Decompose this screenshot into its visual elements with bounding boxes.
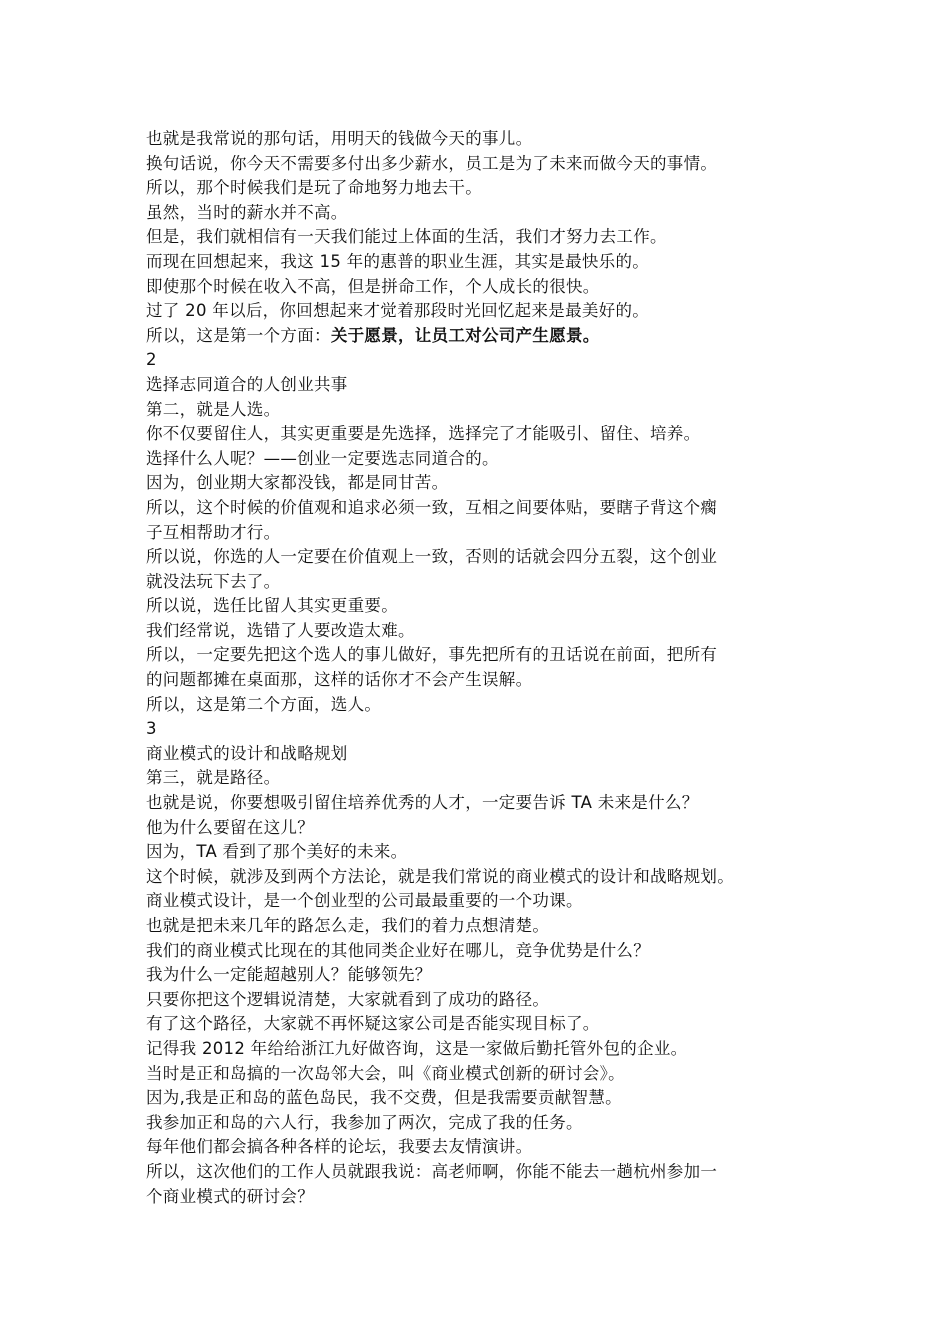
text-line-emphasis: 关于愿景，让员工对公司产生愿景。	[330, 325, 600, 345]
text-line: 我们的商业模式比现在的其他同类企业好在哪儿，竞争优势是什么？	[146, 940, 650, 960]
text-line: 有了这个路径，大家就不再怀疑这家公司是否能实现目标了。	[146, 1014, 600, 1034]
text-line: 我为什么一定能超越别人？能够领先？	[146, 965, 432, 985]
text-line: 记得我 2012 年给给浙江九好做咨询，这是一家做后勤托管外包的企业。	[146, 1038, 688, 1058]
text-line: 所以，那个时候我们是玩了命地努力地去干。	[146, 178, 482, 198]
text-line: 我参加正和岛的六人行，我参加了两次，完成了我的任务。	[146, 1112, 583, 1132]
text-line-prefix: 所以，这是第一个方面：	[146, 325, 331, 345]
text-line: 3	[146, 719, 157, 739]
text-line: 也就是说，你要想吸引留住培养优秀的人才，一定要告诉 TA 未来是什么？	[146, 793, 699, 813]
text-line: 每年他们都会搞各种各样的论坛，我要去友情演讲。	[146, 1137, 533, 1157]
text-line: 选择志同道合的人创业共事	[146, 374, 348, 394]
text-line: 商业模式设计，是一个创业型的公司最最重要的一个功课。	[146, 891, 583, 911]
text-line: 过了 20 年以后，你回想起来才觉着那段时光回忆起来是最美好的。	[146, 301, 650, 321]
text-line: 因为,我是正和岛的蓝色岛民，我不交费，但是我需要贡献智慧。	[146, 1088, 622, 1108]
text-line: 当时是正和岛搞的一次岛邻大会，叫《商业模式创新的研讨会》。	[146, 1063, 625, 1083]
text-line: 但是，我们就相信有一天我们能过上体面的生活，我们才努力去工作。	[146, 227, 667, 247]
text-line: 选择什么人呢？——创业一定要选志同道合的。	[146, 448, 499, 468]
text-line: 个商业模式的研讨会？	[146, 1186, 314, 1206]
text-line: 换句话说，你今天不需要多付出多少薪水，员工是为了未来而做今天的事情。	[146, 153, 718, 173]
text-line: 因为，创业期大家都没钱，都是同甘苦。	[146, 473, 449, 493]
text-line	[146, 324, 826, 349]
text-line: 所以说，你选的人一定要在价值观上一致，否则的话就会四分五裂，这个创业	[146, 547, 718, 567]
text-line: 所以说，选任比留人其实更重要。	[146, 596, 398, 616]
text-line: 因为，TA 看到了那个美好的未来。	[146, 842, 408, 862]
text-line: 这个时候，就涉及到两个方法论，就是我们常说的商业模式的设计和战略规划。	[146, 866, 734, 886]
text-line: 我们经常说，选错了人要改造太难。	[146, 620, 415, 640]
text-line: 所以，这次他们的工作人员就跟我说：高老师啊，你能不能去一趟杭州参加一	[146, 1161, 718, 1181]
text-line: 也就是我常说的那句话，用明天的钱做今天的事儿。	[146, 129, 533, 148]
text-line: 即使那个时候在收入不高，但是拼命工作，个人成长的很快。	[146, 276, 600, 296]
text-line: 就没法玩下去了。	[146, 571, 281, 591]
text-line: 你不仅要留住人，其实更重要是先选择，选择完了才能吸引、留住、培养。	[146, 424, 701, 444]
text-line: 商业模式的设计和战略规划	[146, 743, 348, 763]
text-line: 只要你把这个逻辑说清楚，大家就看到了成功的路径。	[146, 989, 550, 1009]
text-line: 所以，这是第二个方面，选人。	[146, 694, 382, 714]
text-line: 第二，就是人选。	[146, 399, 281, 419]
text-line: 他为什么要留在这儿？	[146, 817, 314, 837]
text-line: 子互相帮助才行。	[146, 522, 281, 542]
text-line: 虽然，当时的薪水并不高。	[146, 202, 348, 222]
text-line: 的问题都摊在桌面那，这样的话你才不会产生误解。	[146, 670, 533, 690]
document-page	[146, 127, 826, 1209]
text-line: 第三，就是路径。	[146, 768, 281, 788]
text-line: 而现在回想起来，我这 15 年的惠普的职业生涯，其实是最快乐的。	[146, 251, 650, 271]
text-line: 所以，一定要先把这个选人的事儿做好，事先把所有的丑话说在前面，把所有	[146, 645, 718, 665]
text-line: 所以，这个时候的价值观和追求必须一致，互相之间要体贴，要瞎子背这个瘸	[146, 497, 718, 517]
text-line: 2	[146, 350, 157, 370]
text-line: 也就是把未来几年的路怎么走，我们的着力点想清楚。	[146, 916, 550, 935]
